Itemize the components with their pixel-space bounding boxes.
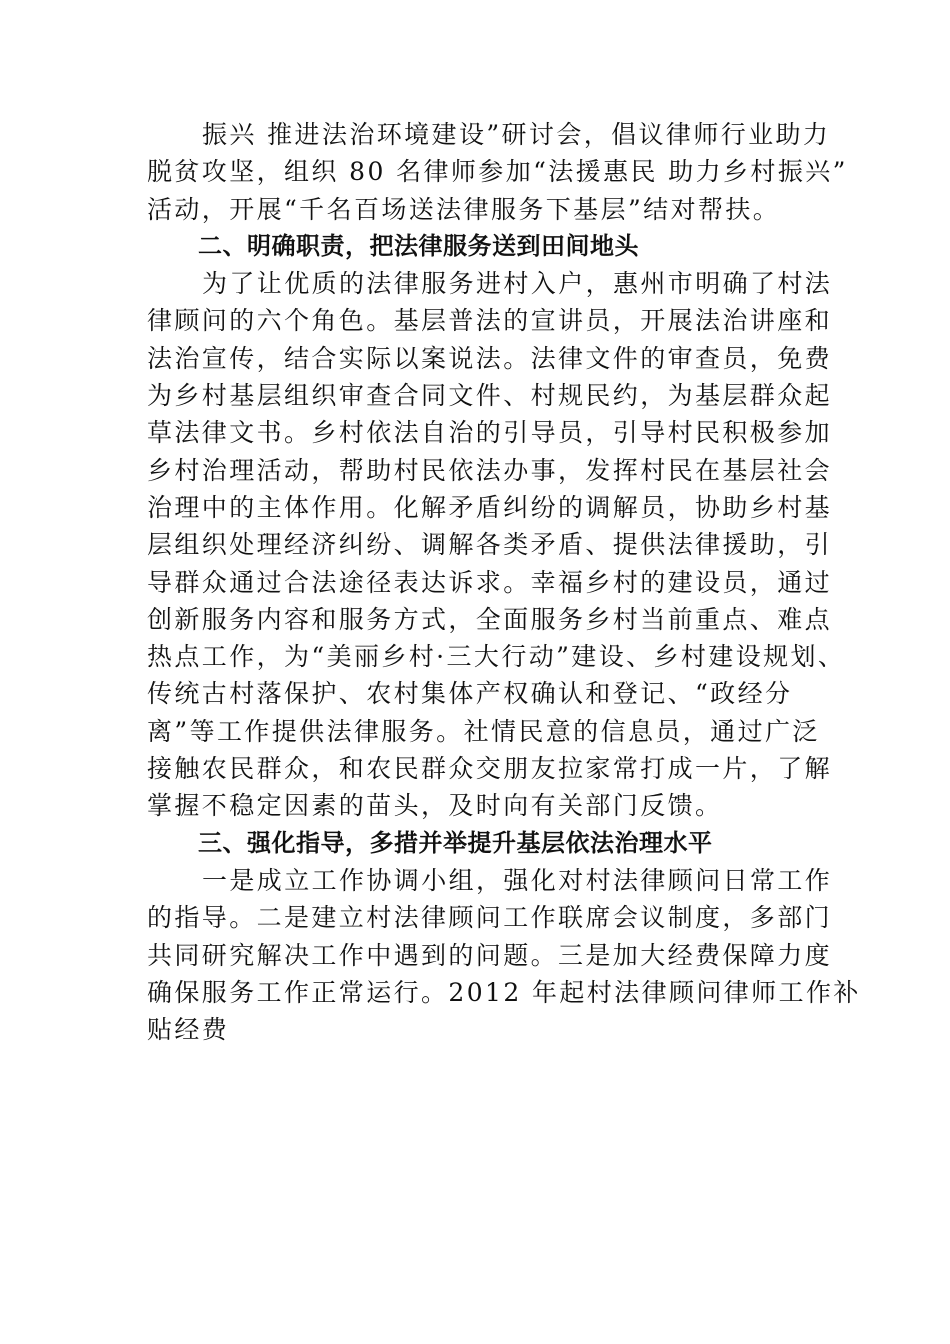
- text-line: 乡村治理活动，帮助村民依法办事，发挥村民在基层社会: [147, 455, 833, 485]
- text-line: 的指导。二是建立村法律顾问工作联席会议制度，多部门: [147, 903, 833, 933]
- text-line: 为乡村基层组织审查合同文件、村规民约，为基层群众起: [147, 381, 833, 411]
- text-line: 导群众通过合法途径表达诉求。幸福乡村的建设员，通过: [147, 567, 833, 597]
- text-line: 草法律文书。乡村依法自治的引导员，引导村民积极参加: [147, 418, 833, 448]
- text-line: 活动，开展“千名百场送法律服务下基层”结对帮扶。: [147, 194, 781, 224]
- text-line: 接触农民群众，和农民群众交朋友拉家常打成一片，了解: [147, 754, 833, 784]
- paragraph-intro: [147, 116, 848, 228]
- text-line: 贴经费: [147, 1015, 230, 1045]
- text-line: 脱贫攻坚，组织 80 名律师参加“法援惠民 助力乡村振兴”: [147, 157, 848, 187]
- document-body: [147, 116, 861, 1048]
- text-line: 共同研究解决工作中遇到的问题。三是加大经费保障力度: [147, 940, 833, 970]
- paragraph-guidance: [147, 862, 861, 1048]
- text-line: 一是成立工作协调小组，强化对村法律顾问日常工作: [202, 865, 833, 895]
- paragraph-roles: [147, 265, 846, 824]
- section-heading-3: 三、强化指导，多措并举提升基层依法治理水平: [198, 828, 713, 857]
- text-line: 律顾问的六个角色。基层普法的宣讲员，开展法治讲座和: [147, 306, 833, 336]
- text-line: 热点工作，为“美丽乡村·三大行动”建设、乡村建设规划、: [147, 642, 846, 672]
- text-line: 确保服务工作正常运行。2012 年起村法律顾问律师工作补: [147, 977, 861, 1007]
- text-line: 掌握不稳定因素的苗头，及时向有关部门反馈。: [147, 791, 723, 821]
- text-line: 创新服务内容和服务方式，全面服务乡村当前重点、难点: [147, 604, 833, 634]
- text-line: 振兴 推进法治环境建设”研讨会，倡议律师行业助力: [202, 120, 831, 149]
- text-line: 层组织处理经济纠纷、调解各类矛盾、提供法律援助，引: [147, 530, 833, 560]
- text-line: 治理中的主体作用。化解矛盾纠纷的调解员，协助乡村基: [147, 492, 833, 522]
- text-line: 法治宣传，结合实际以案说法。法律文件的审查员，免费: [147, 343, 833, 373]
- text-line: 为了让优质的法律服务进村入户，惠州市明确了村法: [202, 269, 833, 299]
- text-line: 离”等工作提供法律服务。社情民意的信息员，通过广泛: [147, 716, 820, 746]
- text-line: 传统古村落保护、农村集体产权确认和登记、“政经分: [147, 679, 793, 709]
- section-heading-2: 二、明确职责，把法律服务送到田间地头: [198, 231, 639, 260]
